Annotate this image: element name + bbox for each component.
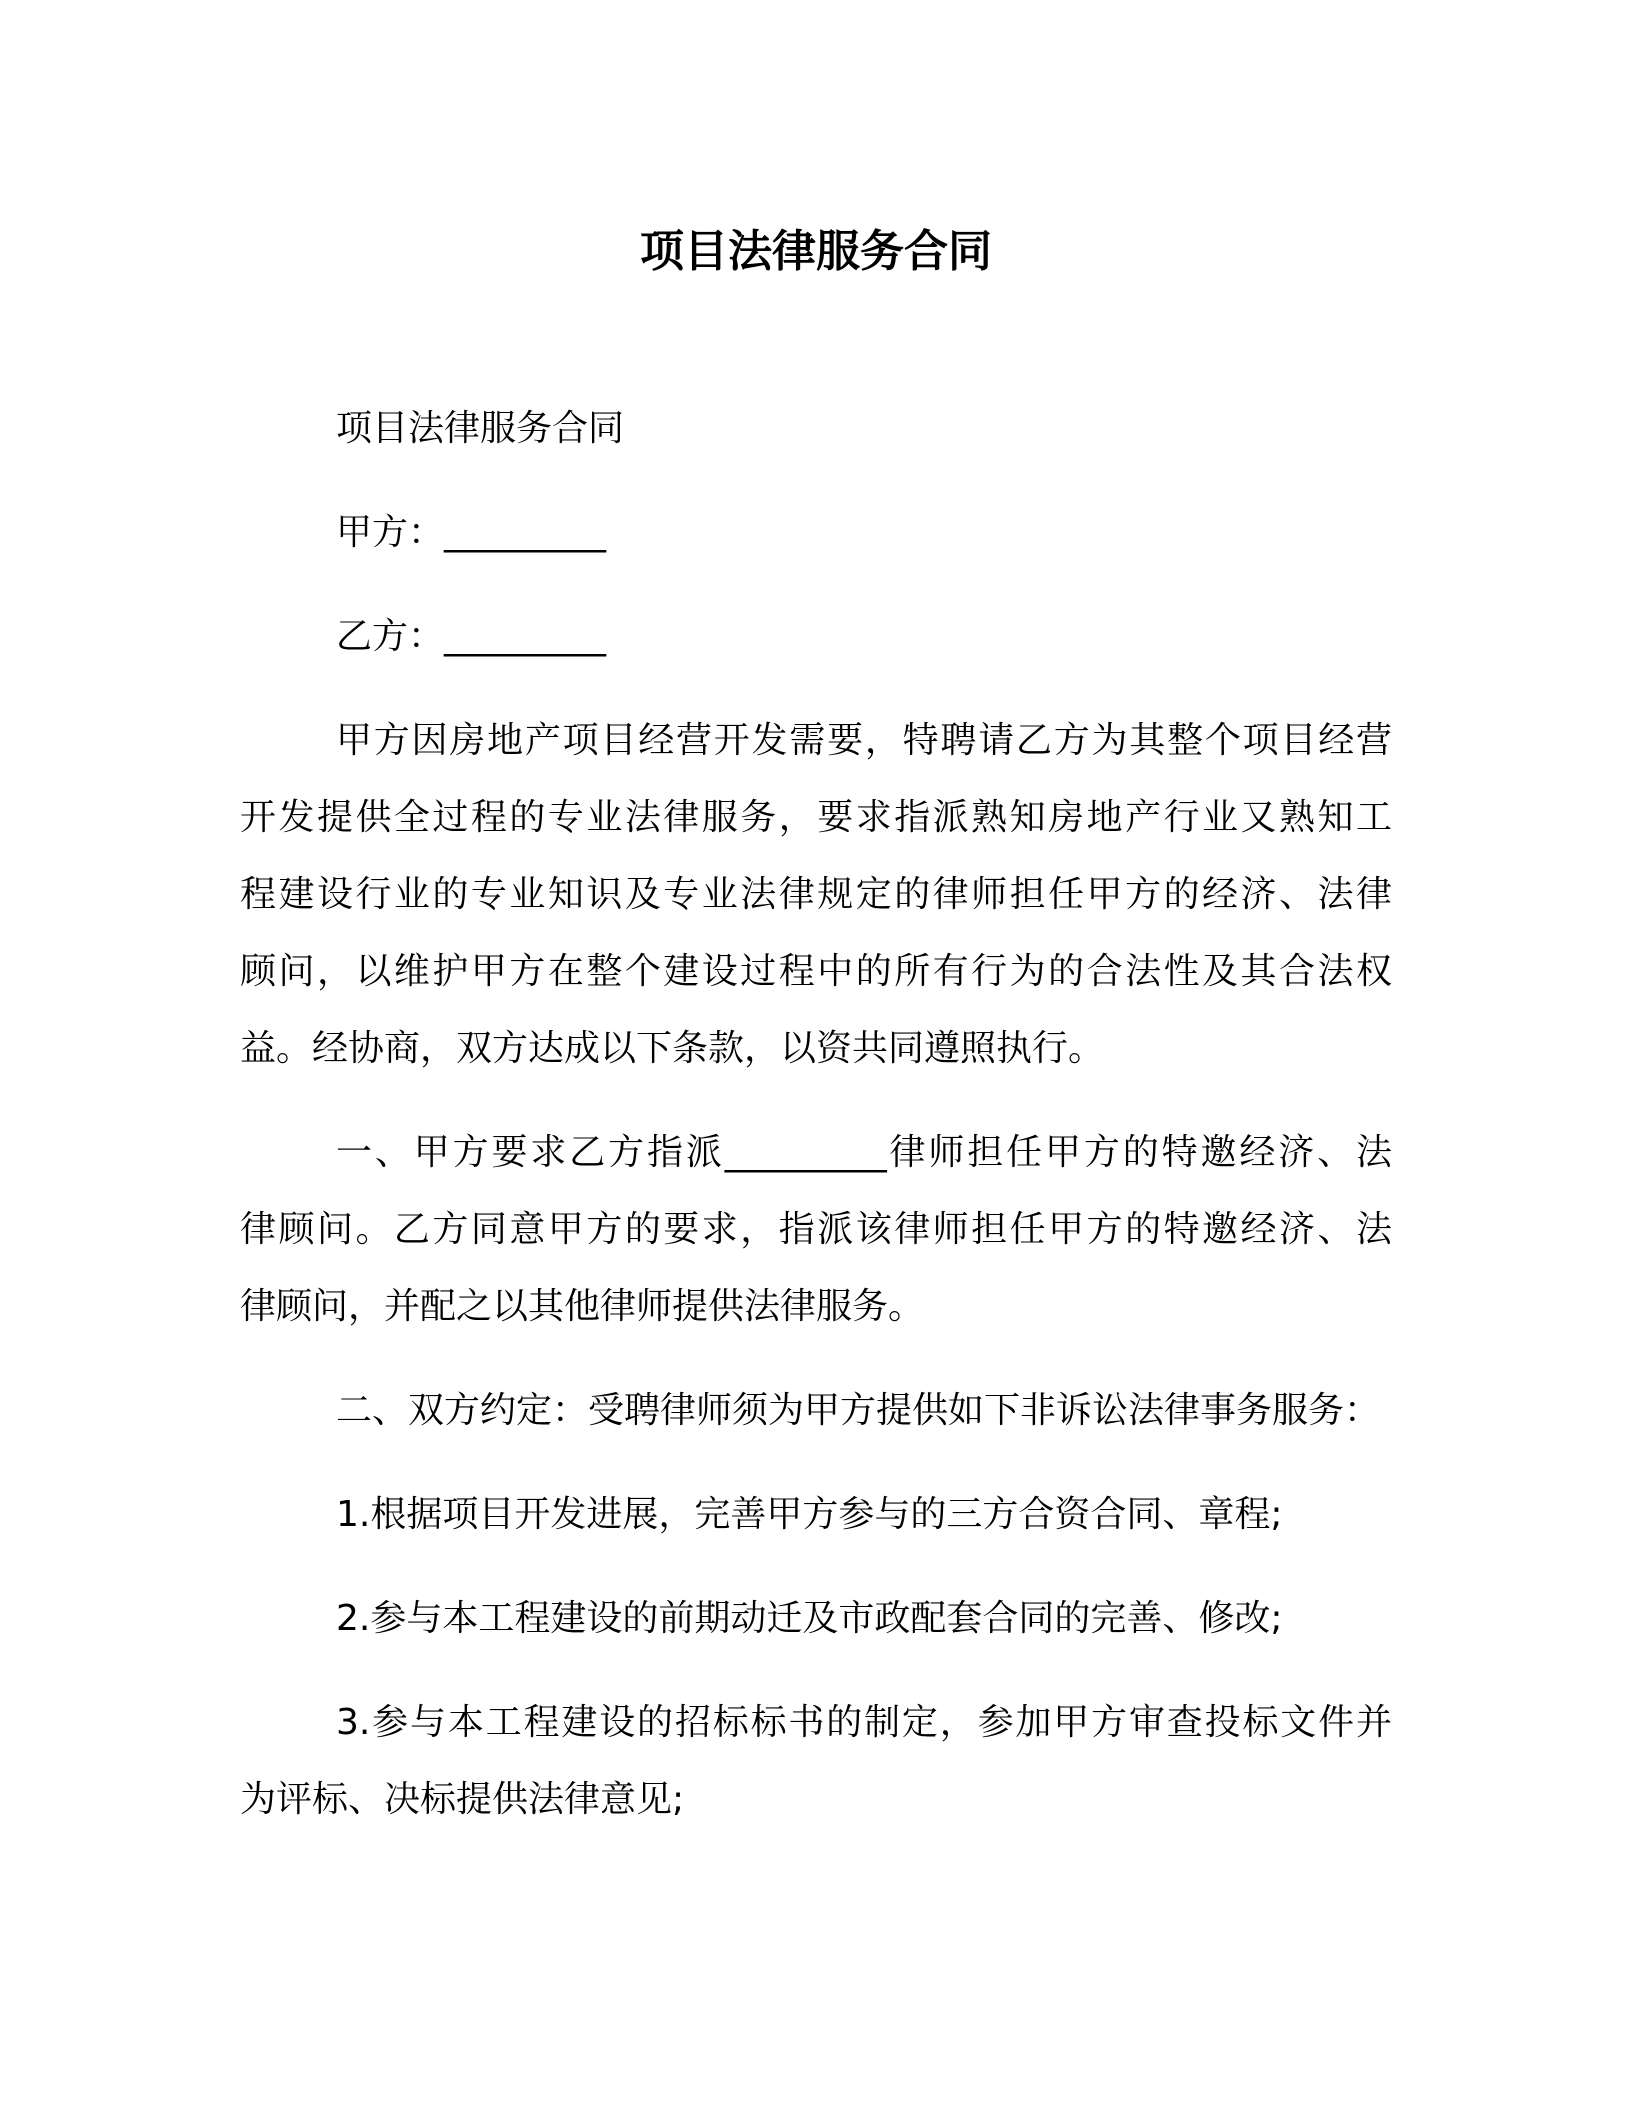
clause-1-line: 律顾问，并配之以其他律师提供法律服务。 bbox=[240, 1286, 925, 1327]
preamble-line: 程建设行业的专业知识及专业法律规定的律师担任甲方的经济、法律 bbox=[240, 874, 1392, 915]
item-3-line: 为评标、决标提供法律意见; bbox=[240, 1779, 685, 1820]
contract-subtitle: 项目法律服务合同 bbox=[336, 408, 625, 449]
preamble-line: 益。经协商，双方达成以下条款，以资共同遵照执行。 bbox=[240, 1028, 1105, 1069]
document-title: 项目法律服务合同 bbox=[640, 226, 992, 277]
preamble-line: 开发提供全过程的专业法律服务，要求指派熟知房地产行业又熟知工 bbox=[240, 797, 1392, 838]
item-3-line: 3.参与本工程建设的招标标书的制定，参加甲方审查投标文件并 bbox=[336, 1702, 1392, 1743]
preamble-line: 甲方因房地产项目经营开发需要，特聘请乙方为其整个项目经营 bbox=[336, 720, 1392, 761]
document-body bbox=[240, 390, 1392, 1838]
preamble-paragraph bbox=[240, 702, 1392, 1087]
clause-1-line: 律顾问。乙方同意甲方的要求，指派该律师担任甲方的特邀经济、法 bbox=[240, 1209, 1392, 1250]
clause-1-paragraph bbox=[240, 1114, 1392, 1345]
party-a-line: 甲方：_________ bbox=[336, 512, 607, 553]
clause-2-item-3 bbox=[240, 1684, 1392, 1838]
clause-1-line: 一、甲方要求乙方指派_________律师担任甲方的特邀经济、法 bbox=[336, 1132, 1392, 1173]
party-b-line: 乙方：_________ bbox=[336, 616, 607, 657]
clause-2-item-2: 2.参与本工程建设的前期动迁及市政配套合同的完善、修改; bbox=[336, 1598, 1283, 1639]
clause-2-item-1: 1.根据项目开发进展，完善甲方参与的三方合资合同、章程; bbox=[336, 1494, 1283, 1535]
preamble-line: 顾问，以维护甲方在整个建设过程中的所有行为的合法性及其合法权 bbox=[240, 951, 1392, 992]
clause-2-heading: 二、双方约定：受聘律师须为甲方提供如下非诉讼法律事务服务： bbox=[336, 1390, 1381, 1431]
